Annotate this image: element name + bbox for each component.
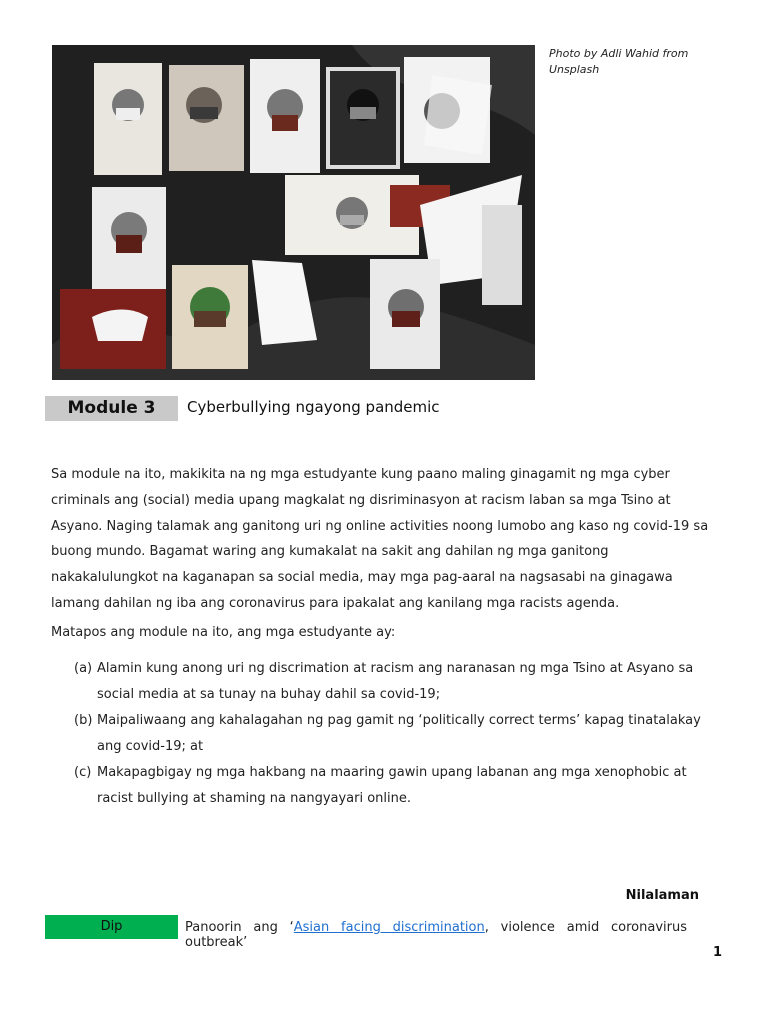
module-label: Module 3: [45, 396, 178, 421]
intro-paragraph: Sa module na ito, makikita na ng mga estudyante kung paano maling ginagamit ng mga cyber criminals ang (social) media upang magkalat ng disriminasyon at racism laban sa mga Tsino at Asyano. Naging talamak ang ganitong uri ng online activities noong lumobo ang kaso ng covid-19 sa buong mundo. Bagamat waring ang kumakalat na sakit ang dahilan ng mga ganitong nakakalulungkot na kaganapan sa social media, may mga pag-aaral na nagsasabi na ginagawa lamang dahilan ng iba ang coronavirus para ipakalat ang kanilang mga racists agenda.: [51, 467, 709, 611]
module-title: Cyberbullying ngayong pandemic: [187, 398, 440, 416]
dip-prefix: Panoorin ang ‘: [185, 920, 294, 935]
cover-photo: [52, 45, 535, 380]
objective-marker: (a): [74, 661, 93, 676]
photo-credit: Photo by Adli Wahid from Unsplash: [549, 47, 689, 76]
dip-suffix: , violence amid coronavirus outbreak’: [185, 920, 687, 950]
objective-text: Maipaliwaang ang kahalagahan ng pag gamit ng ‘politically correct terms’ kapag tinatalakay ang covid-19; at: [97, 713, 701, 754]
contents-heading: Nilalaman: [625, 888, 699, 903]
dip-label: Dip: [45, 915, 178, 939]
objective-text: Alamin kung anong uri ng discrimation at racism ang naranasan ng mga Tsino at Asyano sa social media at sa tunay na buhay dahil sa covid-19;: [97, 661, 694, 702]
objective-item: [74, 656, 714, 708]
objective-item: [74, 760, 714, 812]
objective-item: [74, 708, 714, 760]
page-number: 1: [712, 945, 722, 960]
objective-marker: (b): [74, 713, 93, 728]
poster-wall-illustration: [52, 45, 535, 380]
video-link[interactable]: Asian facing discrimination: [293, 920, 485, 935]
objectives-list: [74, 656, 714, 812]
objectives-intro: Matapos ang module na ito, ang mga estudyante ay:: [51, 625, 396, 640]
objective-marker: (c): [74, 765, 92, 780]
objective-text: Makapagbigay ng mga hakbang na maaring gawin upang labanan ang mga xenophobic at racist bullying at shaming na nangyayari online.: [97, 765, 687, 806]
dip-instruction: [185, 920, 687, 950]
